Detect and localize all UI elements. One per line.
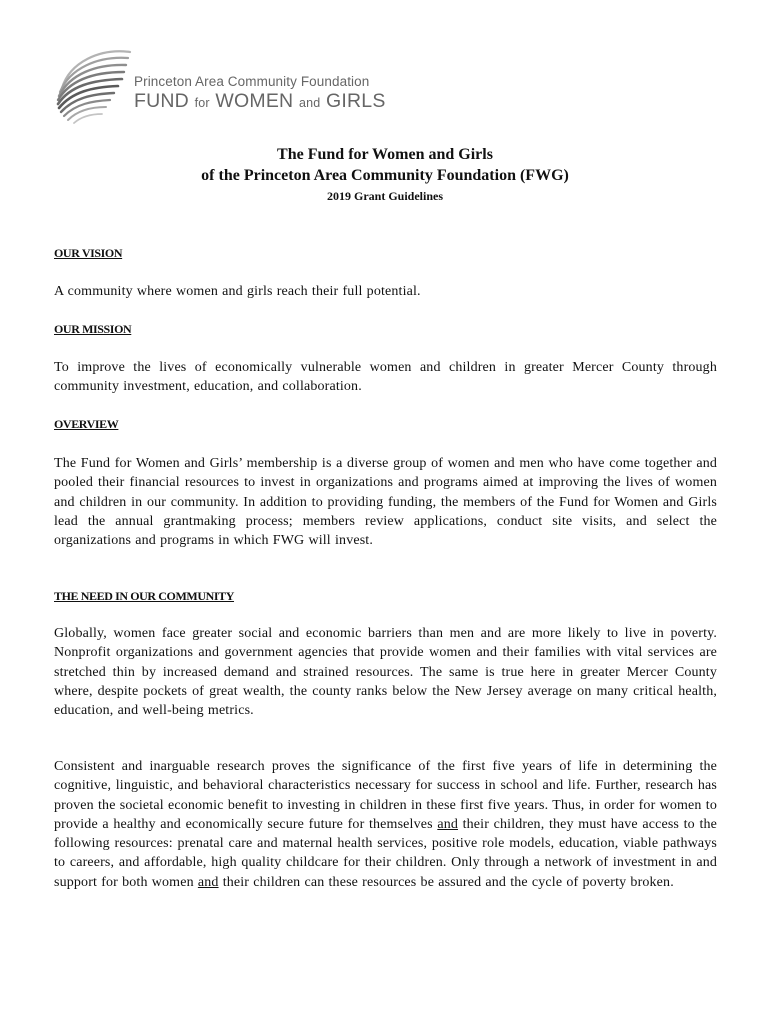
mission-text: To improve the lives of economically vulnerable women and children in greater Mercer County through community investment, education, and collaboration. <box>54 360 717 395</box>
logo-text <box>134 74 386 114</box>
need-text-1: Globally, women face greater social and economic barriers than men and are more likely to live in poverty. Nonprofit organizations and government agencies that provide women and their families with vital services are stretched thin by increased demand and strained resources. The same is true here in greater Mercer County where, despite pockets of great wealth, the county ranks below the New Jersey average on many critical health, education, and well-being metrics. <box>54 626 717 719</box>
need-text-2-part-a: Consistent and inarguable research proves the significance of the first five years of life in determining the cognitive, linguistic, and behavioral characteristics necessary for success in school and life. Further, research has proven the societal economic benefit to investing in children in these first five years. Thus, in order for women to provide a healthy and economically secure future for themselves <box>54 759 717 832</box>
logo-and-word: and <box>298 96 321 110</box>
need-text-2-part-b: their children, they must have access to the following resources: prenatal care and maternal health services, positive role models, education, viable pathways to careers, and affordable, high quality childcare for their children. Only through a network of investment in and support for both women <box>54 816 718 890</box>
vision-heading: OUR VISION <box>54 246 123 260</box>
need-text-2 <box>54 757 717 892</box>
overview-text: The Fund for Women and Girls’ membership is a diverse group of women and men who have come together and pooled their financial resources to invest in organizations and programs aimed at improving the lives of women and children in our community. In addition to providing funding, the members of the Fund for Women and Girls lead the annual grantmaking process; members review applications, conduct site visits, and select the organizations and programs in which FWG will invest. <box>54 456 717 549</box>
logo-org-name: Princeton Area Community Foundation <box>134 74 370 89</box>
logo-fund-name <box>134 90 386 114</box>
mission-heading: OUR MISSION <box>54 322 132 336</box>
logo-for-word: for <box>194 96 210 110</box>
swirl-logo-icon <box>52 44 134 124</box>
logo-women-word: WOMEN <box>215 90 294 112</box>
document-title <box>0 144 770 205</box>
title-line-3: 2019 Grant Guidelines <box>326 189 443 203</box>
need-text-2-and-1: and <box>437 816 458 832</box>
need-text-2-part-c: their children can these resources be assured and the cycle of poverty broken. <box>218 874 674 890</box>
need-text-2-and-2: and <box>197 874 219 890</box>
logo-girls-word: GIRLS <box>326 90 386 112</box>
need-heading: THE NEED IN OUR COMMUNITY <box>54 589 235 603</box>
title-line-2: of the Princeton Area Community Foundation (FWG) <box>201 167 569 184</box>
logo-fund-word: FUND <box>134 90 189 112</box>
foundation-logo <box>52 44 386 124</box>
vision-text: A community where women and girls reach their full potential. <box>54 284 421 299</box>
overview-heading: OVERVIEW <box>54 417 119 431</box>
title-line-1: The Fund for Women and Girls <box>277 146 493 163</box>
